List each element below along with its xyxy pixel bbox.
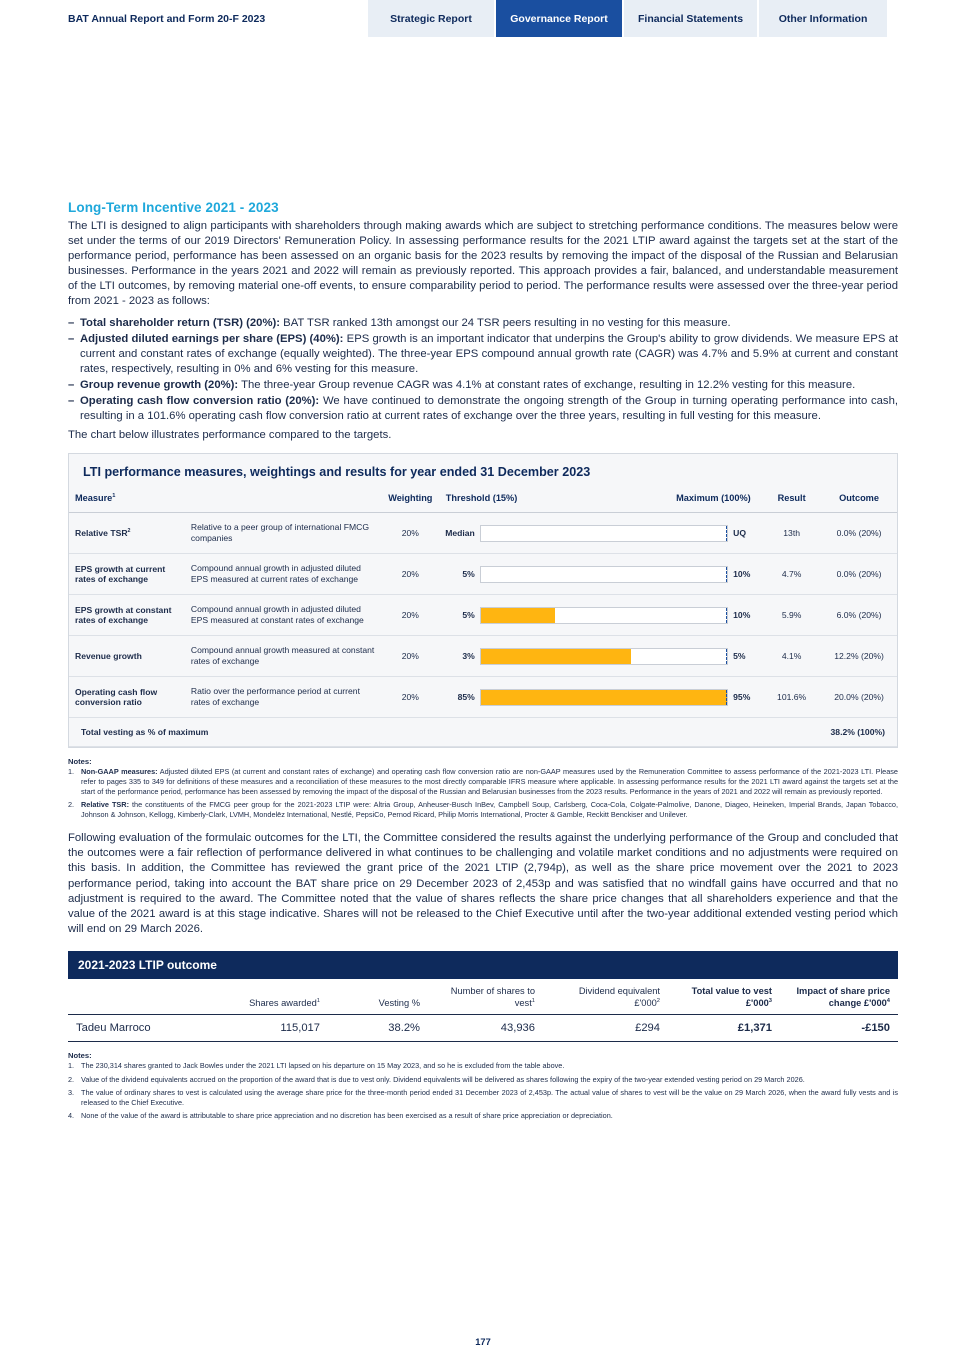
bar-track (480, 648, 728, 665)
notes-block-2 (68, 1051, 898, 1121)
cell-name: Tadeu Marroco (68, 1014, 218, 1041)
col-weighting: Weighting (381, 489, 440, 513)
tab-other-information[interactable]: Other Information (759, 0, 887, 37)
list-item (68, 394, 898, 424)
row-measure: Relative TSR$^2$ (69, 513, 185, 554)
row-threshold-label: Median (445, 528, 475, 539)
following-evaluation-paragraph: Following evaluation of the formulaic outcomes for the LTI, the Committee considered the results against the underlying performance of the Group and concluded that the outcomes were a fair reflection of performance delivered in what continues to be challenging and volatile market conditions and no adjustments were required on this basis. In addition, the Committee has reviewed the grant price of the 2021 LTIP (2,794p), as well as the share price movement over the 2021 to 2023 performance period, taking into account the BAT share price on 29 December 2023 of 2,453p and was satisfied that no windfall gains have occurred and that no adjustment is required to the award. The Committee noted that the value of shares reflects the share price changes that all shareholders experience and that the value of the 2021 award is at this stage indicative. Shares will not be released to the Chief Executive until after the two-year additional extended vesting period which will end on 29 March 2026. (68, 832, 898, 935)
dash-icon: – (68, 332, 75, 345)
table-row (69, 677, 897, 718)
row-measure: EPS growth at current rates of exchange (69, 554, 185, 595)
row-result: 4.7% (762, 554, 821, 595)
section-heading: Long-Term Incentive 2021 - 2023 (68, 200, 279, 215)
row-outcome: 12.2% (20%) (821, 636, 897, 677)
document-title: BAT Annual Report and Form 20-F 2023 (68, 12, 266, 25)
maximum-marker-line (726, 526, 727, 541)
row-outcome: 0.0% (20%) (821, 513, 897, 554)
note-item (68, 1061, 898, 1071)
row-weighting: 20% (381, 677, 440, 718)
row-threshold-label: 5% (462, 610, 475, 621)
row-threshold-label: 5% (462, 569, 475, 580)
bar-fill (481, 690, 727, 705)
note-number: 4. (68, 1111, 75, 1121)
lti-table-title: LTI performance measures, weightings and results for year ended 31 December 2023 (83, 465, 591, 480)
notes-heading: Notes: (68, 757, 92, 767)
col-name (68, 979, 218, 1015)
row-result: 13th (762, 513, 821, 554)
note-item (68, 767, 898, 796)
col-outcome: Outcome (821, 489, 897, 513)
note-text: The 230,314 shares granted to Jack Bowles under the 2021 LTI lapsed on his departure on 15 May 2023, and so he is excluded from the table above. (81, 1060, 565, 1070)
total-vesting-label: Total vesting as % of maximum (69, 718, 762, 747)
row-weighting: 20% (381, 513, 440, 554)
dash-icon: – (68, 316, 75, 329)
table-row (69, 513, 897, 554)
note-number: 2. (68, 800, 75, 810)
bullet-label: Operating cash flow conversion ratio (20%): (80, 395, 320, 408)
col-dividend-equivalent: Dividend equivalent $£'000^2$ (578, 985, 660, 1008)
cell-vesting-percent: 38.2% (328, 1014, 428, 1041)
col-shares-awarded: Shares awarded$^1$ (249, 997, 320, 1008)
row-weighting: 20% (381, 636, 440, 677)
lti-table-body (69, 513, 897, 747)
bar-fill (481, 608, 555, 623)
total-vesting-row (69, 718, 897, 747)
row-maximum-label: 95% (733, 692, 751, 703)
note-number: 1. (68, 1060, 75, 1070)
bar-fill (481, 649, 631, 664)
col-threshold-maximum (440, 489, 762, 513)
note-item (68, 1111, 898, 1121)
table-row (69, 554, 897, 595)
cell-shares-to-vest: 43,936 (428, 1014, 543, 1041)
row-threshold-label: 85% (457, 692, 475, 703)
row-bar (440, 513, 762, 554)
row-bar (440, 554, 762, 595)
col-maximum: Maximum (100%) (676, 493, 751, 504)
row-bar (440, 595, 762, 636)
bar-track (480, 525, 728, 542)
chart-lead-in: The chart below illustrates performance compared to the targets. (68, 429, 392, 442)
table-row (69, 636, 897, 677)
row-measure: Revenue growth (69, 636, 185, 677)
col-vesting-percent: Vesting % (378, 997, 420, 1008)
ltip-outcome-table (68, 979, 898, 1042)
row-result: 101.6% (762, 677, 821, 718)
table-row (68, 1014, 898, 1041)
row-outcome: 20.0% (20%) (821, 677, 897, 718)
note-item (68, 1075, 898, 1085)
note-item (68, 1088, 898, 1107)
bullet-label: Group revenue growth (20%): (80, 378, 239, 391)
tab-strategic-report[interactable]: Strategic Report (368, 0, 496, 37)
col-share-price-impact: Impact of share price change $£'000^4$ (796, 985, 890, 1008)
cell-share-price-impact: -£150 (780, 1014, 898, 1041)
row-description: Relative to a peer group of international FMCG companies (185, 513, 381, 554)
col-total-value: Total value to vest $£'000^3$ (691, 985, 772, 1008)
page-number: 177 (475, 1337, 491, 1347)
table-header-row (68, 979, 898, 1015)
note-text: Value of the dividend equivalents accrued on the proportion of the award that is due to vest only. Dividend equivalents will be delivered as shares following the expiry of the two-year extended vesting period on 29 March 2026. (81, 1074, 805, 1084)
row-measure: Operating cash flow conversion ratio (69, 677, 185, 718)
lti-performance-table (69, 489, 897, 747)
note-text: None of the value of the award is attributable to share price appreciation and no discretion has been exercised as a result of share price appreciation or depreciation. (81, 1111, 613, 1121)
note-number: 3. (68, 1088, 75, 1098)
dash-icon: – (68, 395, 75, 408)
row-description: Compound annual growth in adjusted diluted EPS measured at current rates of exchange (185, 554, 381, 595)
row-description: Compound annual growth measured at constant rates of exchange (185, 636, 381, 677)
col-measure: Measure$^1$ (69, 489, 185, 513)
list-item (68, 378, 898, 393)
col-result: Result (762, 489, 821, 513)
note-text: Relative TSR: the constituents of the FMCG peer group for the 2021-2023 LTIP were: Altria Group, Anheuser-Busch InBev, Campbell Soup, Carlsberg, Coca-Cola, Colgate-Palmolive, Danone, Diageo, Heineken, Imperial Brands, Japan Tobacco, Johnson & Johnson, Kellogg, Kimberly-Clark, LVMH, Mondelēz International, Nestlé, PepsiCo, Pernod Ricard, Philip Morris International, Procter & Gamble, Reckitt Benckiser and Unilever. (81, 800, 898, 819)
row-maximum-label: 10% (733, 610, 751, 621)
note-number: 1. (68, 767, 75, 777)
col-shares-to-vest: Number of shares to vest$^1$ (450, 985, 535, 1008)
note-text: Non-GAAP measures: Adjusted diluted EPS (at current and constant rates of exchange) and operating cash flow conversion ratio are non-GAAP measures used by the Remuneration Committee to assess performance of the 2021-2023 LTI. Please refer to pages 335 to 349 for definitions of these measures and a reconciliation of these measures to the most directly comparable IFRS measure where applicable. In assessing performance results for the 2021 LTI award against the targets set at the start of the performance period, performance has been assessed by removing the impact of the disposal of the Russian and Belarusian businesses from the 2023 results. Performance in the years of 2021 and 2022 will remain as previously reported. (81, 767, 898, 796)
row-threshold-label: 3% (462, 651, 475, 662)
note-text: The value of ordinary shares to vest is calculated using the average share price for the three-month period ended 31 December 2023 of 2,453p. The actual value of shares to vest will be the value on 29 March 2026, when the award fully vests and is released to the Chief Executive. (81, 1088, 898, 1107)
bullet-label: Total shareholder return (TSR) (20%): (80, 316, 281, 329)
row-bar (440, 677, 762, 718)
performance-measures-list (68, 316, 898, 425)
row-bar (440, 636, 762, 677)
col-threshold: Threshold (15%) (445, 493, 518, 504)
bar-track (480, 607, 728, 624)
maximum-marker-line (726, 567, 727, 582)
cell-shares-awarded: 115,017 (218, 1014, 328, 1041)
bullet-text: The three-year Group revenue CAGR was 4.1% at constant rates of exchange, resulting in 12.2% vesting for this measure. (238, 378, 856, 391)
tab-financial-statements[interactable]: Financial Statements (624, 0, 759, 37)
row-weighting: 20% (381, 554, 440, 595)
row-outcome: 0.0% (20%) (821, 554, 897, 595)
row-weighting: 20% (381, 595, 440, 636)
row-outcome: 6.0% (20%) (821, 595, 897, 636)
note-item (68, 800, 898, 819)
dash-icon: – (68, 378, 75, 391)
row-maximum-label: 10% (733, 569, 751, 580)
bar-track (480, 566, 728, 583)
bullet-text: We have continued to demonstrate the ongoing strength of the Group in turning operating performance into cash, resulting in a 101.6% operating cash flow conversion ratio at current rates of exchange over the three years, resulting in full vesting for this measure. (80, 395, 898, 423)
row-result: 5.9% (762, 595, 821, 636)
bullet-text: BAT TSR ranked 13th amongst our 24 TSR peers resulting in no vesting for this measure. (280, 316, 731, 329)
top-navigation-bar (0, 0, 966, 37)
col-description (185, 489, 381, 513)
section-intro-paragraph: The LTI is designed to align participants with shareholders through making awards which are subject to stretching performance conditions. The measures below were set under the terms of our 2019 Directors' Remuneration Policy. In assessing performance results for the 2021 LTIP award against the targets set at the start of the performance period, performance has been assessed on an organic basis for the 2023 results by removing the impact of the disposal of the Russian and Belarusian businesses. Performance in the years 2021 and 2022 will remain as previously reported. This approach provides a fair, balanced, and understandable measurement of the LTI outcomes, by removing material one-off events, to ensure comparability period to period. The performance results were assessed over the three-year period from 2021 - 2023 as follows: (68, 220, 898, 308)
notes-block-1 (68, 757, 898, 819)
lti-performance-panel (68, 453, 898, 748)
bar-track (480, 689, 728, 706)
list-item (68, 316, 898, 331)
row-maximum-label: 5% (733, 651, 746, 662)
table-row (69, 595, 897, 636)
total-vesting-value: 38.2% (100%) (762, 718, 897, 747)
cell-dividend-equivalent: £294 (543, 1014, 668, 1041)
table-header-row (69, 489, 897, 513)
bullet-label: Adjusted diluted earnings per share (EPS) (40%): (80, 332, 344, 345)
maximum-marker-line (726, 649, 727, 664)
row-description: Compound annual growth in adjusted diluted EPS measured at constant rates of exchange (185, 595, 381, 636)
row-result: 4.1% (762, 636, 821, 677)
cell-total-value: £1,371 (668, 1014, 780, 1041)
note-number: 2. (68, 1074, 75, 1084)
bullet-text: EPS growth is an important indicator that underpins the Group's ability to grow dividends. We measure EPS at current and constant rates of exchange (equally weighted). The three-year EPS compound annual growth rate (CAGR) was 4.7% and 5.9% at current and constant rates, respectively, resulting in 0% and 6% vesting for this measure. (80, 332, 898, 375)
row-maximum-label: UQ (733, 528, 747, 539)
row-description: Ratio over the performance period at current rates of exchange (185, 677, 381, 718)
maximum-marker-line (726, 608, 727, 623)
tab-governance-report[interactable]: Governance Report (496, 0, 624, 37)
row-measure: EPS growth at constant rates of exchange (69, 595, 185, 636)
notes-heading: Notes: (68, 1050, 92, 1060)
ltip-outcome-heading: 2021-2023 LTIP outcome (68, 951, 898, 979)
list-item (68, 332, 898, 377)
page-content (68, 200, 898, 1125)
maximum-marker-line (726, 690, 727, 705)
